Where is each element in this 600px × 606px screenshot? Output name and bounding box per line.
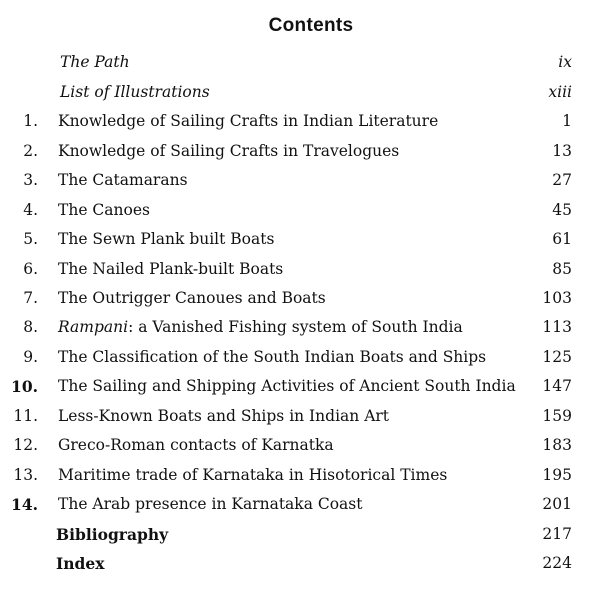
toc-entry-label: The Outrigger Canoues and Boats bbox=[58, 289, 326, 307]
toc-entry-label: The Classification of the South Indian Boats and Ships bbox=[58, 348, 487, 366]
chapter-number: 12. bbox=[13, 436, 38, 454]
toc-entry-chapter-3[interactable] bbox=[0, 171, 600, 199]
toc-entry-chapter-8[interactable] bbox=[0, 318, 600, 346]
chapter-number: 11. bbox=[13, 407, 38, 425]
toc-entry-list-of-illustrations[interactable] bbox=[0, 83, 600, 111]
toc-entry-label: The Path bbox=[60, 53, 130, 71]
chapter-number: 10. bbox=[11, 377, 38, 396]
toc-entry-page: 159 bbox=[542, 407, 572, 425]
toc-entry-label: Less-Known Boats and Ships in Indian Art bbox=[58, 407, 390, 425]
toc-entry-page: ix bbox=[558, 53, 572, 71]
toc-entry-index[interactable] bbox=[0, 554, 600, 582]
toc-entry-chapter-7[interactable] bbox=[0, 289, 600, 317]
toc-entry-label-italic: Rampani bbox=[58, 318, 129, 336]
chapter-number: 4. bbox=[23, 201, 38, 219]
toc-entry-page: 45 bbox=[552, 201, 572, 219]
toc-entry-label: Bibliography bbox=[56, 525, 169, 544]
toc-entry-label: Maritime trade of Karnataka in Hisotorical Times bbox=[58, 466, 448, 484]
toc-entry-page: 201 bbox=[542, 495, 572, 513]
toc-entry-page: 27 bbox=[552, 171, 572, 189]
chapter-number: 6. bbox=[23, 260, 38, 278]
toc-entry-label: The Sewn Plank built Boats bbox=[58, 230, 275, 248]
chapter-number: 1. bbox=[23, 112, 38, 130]
chapter-number: 2. bbox=[23, 142, 38, 160]
chapter-number: 8. bbox=[23, 318, 38, 336]
toc-entry-label: The Sailing and Shipping Activities of Ancient South India bbox=[58, 377, 516, 395]
toc-entry-the-path[interactable] bbox=[0, 53, 600, 81]
toc-entry-label: Knowledge of Sailing Crafts in Travelogues bbox=[58, 142, 400, 160]
toc-entry-page: 147 bbox=[542, 377, 572, 395]
page-title: Contents bbox=[268, 15, 354, 36]
toc-entry-label: The Arab presence in Karnataka Coast bbox=[58, 495, 363, 513]
chapter-number: 5. bbox=[23, 230, 38, 248]
chapter-number: 13. bbox=[13, 466, 38, 484]
toc-entry-label bbox=[58, 318, 463, 336]
toc-entry-label: The Catamarans bbox=[58, 171, 188, 189]
toc-entry-page: 103 bbox=[542, 289, 572, 307]
toc-entry-page: 1 bbox=[562, 112, 572, 130]
toc-entry-chapter-10[interactable] bbox=[0, 377, 600, 405]
toc-entry-page: 224 bbox=[542, 554, 572, 572]
toc-entry-chapter-13[interactable] bbox=[0, 466, 600, 494]
toc-entry-page: 125 bbox=[542, 348, 572, 366]
toc-entry-chapter-4[interactable] bbox=[0, 201, 600, 229]
chapter-number: 3. bbox=[23, 171, 38, 189]
toc-entry-page: 85 bbox=[552, 260, 572, 278]
toc-entry-label: The Canoes bbox=[58, 201, 150, 219]
toc-entry-chapter-12[interactable] bbox=[0, 436, 600, 464]
toc-entry-bibliography[interactable] bbox=[0, 525, 600, 553]
chapter-number: 9. bbox=[23, 348, 38, 366]
toc-entry-page: 195 bbox=[542, 466, 572, 484]
toc-entry-label: Knowledge of Sailing Crafts in Indian Literature bbox=[58, 112, 439, 130]
toc-entry-page: 217 bbox=[542, 525, 572, 543]
toc-entry-page: 183 bbox=[542, 436, 572, 454]
toc-entry-label: List of Illustrations bbox=[60, 83, 210, 101]
toc-entry-label: Index bbox=[56, 554, 105, 573]
toc-entry-page: xiii bbox=[548, 83, 572, 101]
toc-entry-page: 61 bbox=[552, 230, 572, 248]
toc-entry-chapter-9[interactable] bbox=[0, 348, 600, 376]
toc-entry-chapter-5[interactable] bbox=[0, 230, 600, 258]
toc-entry-page: 113 bbox=[542, 318, 572, 336]
toc-entry-label: Greco-Roman contacts of Karnatka bbox=[58, 436, 334, 454]
chapter-number: 7. bbox=[23, 289, 38, 307]
toc-entry-label: The Nailed Plank-built Boats bbox=[58, 260, 284, 278]
toc-entry-chapter-2[interactable] bbox=[0, 142, 600, 170]
toc-entry-page: 13 bbox=[552, 142, 572, 160]
toc-entry-chapter-1[interactable] bbox=[0, 112, 600, 140]
toc-entry-chapter-14[interactable] bbox=[0, 495, 600, 523]
toc-entry-label-rest: : a Vanished Fishing system of South India bbox=[128, 318, 463, 336]
chapter-number: 14. bbox=[11, 495, 38, 514]
toc-entry-chapter-6[interactable] bbox=[0, 260, 600, 288]
toc-entry-chapter-11[interactable] bbox=[0, 407, 600, 435]
